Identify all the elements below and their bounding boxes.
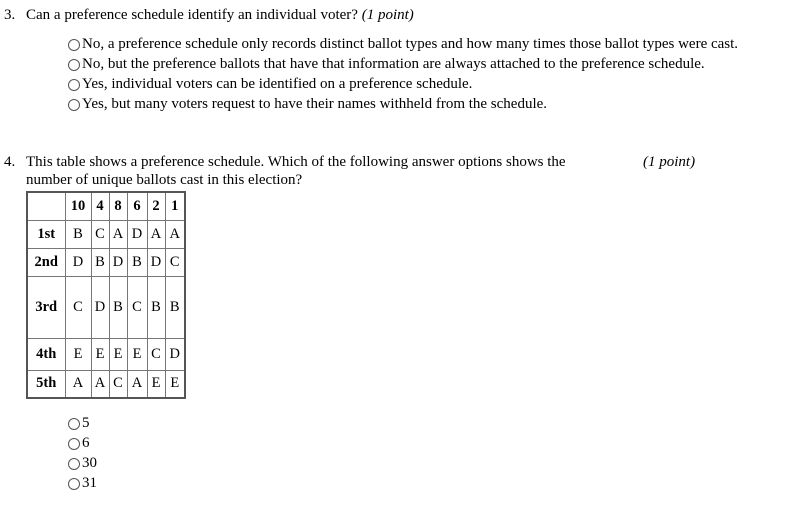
table-row: [27, 370, 185, 398]
table-header-cell: 8: [109, 192, 127, 220]
table-cell: C: [65, 276, 91, 338]
preference-schedule-table: [26, 191, 186, 399]
table-cell: A: [109, 220, 127, 248]
question-text: [26, 7, 414, 24]
table-cell: C: [91, 220, 109, 248]
table-cell: B: [91, 248, 109, 276]
row-label: 1st: [27, 220, 65, 248]
table-cell: B: [109, 276, 127, 338]
table-cell: D: [127, 220, 147, 248]
q3-option-3[interactable]: [68, 76, 472, 93]
q4-option-3[interactable]: [68, 455, 97, 472]
table-cell: A: [127, 370, 147, 398]
q3-option-2[interactable]: [68, 56, 705, 73]
table-row: [27, 276, 185, 338]
option-label: 5: [82, 415, 90, 431]
table-cell: A: [91, 370, 109, 398]
table-cell: D: [91, 276, 109, 338]
table-corner-cell: [27, 192, 65, 220]
option-label: No, but the preference ballots that have that information are always attached to the preference schedule.: [82, 56, 705, 72]
table-cell: B: [65, 220, 91, 248]
table-header-cell: 4: [91, 192, 109, 220]
q3-option-1[interactable]: [68, 36, 738, 53]
row-label: 4th: [27, 338, 65, 370]
option-label: 31: [82, 475, 97, 491]
q4-option-1[interactable]: [68, 415, 90, 432]
table-cell: D: [109, 248, 127, 276]
table-cell: C: [165, 248, 185, 276]
table-header-row: [27, 192, 185, 220]
table-cell: E: [109, 338, 127, 370]
row-label: 3rd: [27, 276, 65, 338]
table-header-cell: 6: [127, 192, 147, 220]
option-label: Yes, but many voters request to have their names withheld from the schedule.: [82, 96, 548, 112]
radio-button[interactable]: [68, 478, 80, 490]
question-prompt: Can a preference schedule identify an individual voter?: [26, 7, 358, 23]
row-label: 2nd: [27, 248, 65, 276]
option-label: Yes, individual voters can be identified on a preference schedule.: [82, 76, 473, 92]
table-header-cell: 2: [147, 192, 165, 220]
question-text-line-1: This table shows a preference schedule. Which of the following answer options shows the: [26, 154, 566, 170]
table-cell: D: [147, 248, 165, 276]
table-cell: C: [109, 370, 127, 398]
table-cell: D: [165, 338, 185, 370]
table-row: [27, 338, 185, 370]
points-label: (1 point): [361, 7, 414, 23]
table-cell: E: [91, 338, 109, 370]
table-cell: E: [127, 338, 147, 370]
table-cell: E: [147, 370, 165, 398]
row-label: 5th: [27, 370, 65, 398]
option-label: 6: [82, 435, 90, 451]
option-label: 30: [82, 455, 97, 471]
question-number: 4.: [4, 154, 16, 170]
table-cell: B: [165, 276, 185, 338]
table-cell: E: [65, 338, 91, 370]
radio-button[interactable]: [68, 59, 80, 71]
radio-button[interactable]: [68, 99, 80, 111]
table-cell: B: [127, 248, 147, 276]
table-row: [27, 220, 185, 248]
radio-button[interactable]: [68, 39, 80, 51]
question-number: 3.: [4, 7, 16, 23]
table-cell: A: [65, 370, 91, 398]
table-cell: A: [165, 220, 185, 248]
table-cell: C: [127, 276, 147, 338]
q3-option-4[interactable]: [68, 96, 547, 113]
q4-option-2[interactable]: [68, 435, 90, 452]
radio-button[interactable]: [68, 458, 80, 470]
option-label: No, a preference schedule only records distinct ballot types and how many times those ballot types were cast.: [82, 36, 739, 52]
table-cell: B: [147, 276, 165, 338]
table-cell: D: [65, 248, 91, 276]
radio-button[interactable]: [68, 418, 80, 430]
table-header-cell: 10: [65, 192, 91, 220]
q4-option-4[interactable]: [68, 475, 97, 492]
table-cell: E: [165, 370, 185, 398]
table-header-cell: 1: [165, 192, 185, 220]
radio-button[interactable]: [68, 438, 80, 450]
question-text-line-2: number of unique ballots cast in this election?: [26, 172, 303, 188]
table-cell: A: [147, 220, 165, 248]
table-cell: C: [147, 338, 165, 370]
table-row: [27, 248, 185, 276]
radio-button[interactable]: [68, 79, 80, 91]
points-label: (1 point): [643, 154, 696, 170]
